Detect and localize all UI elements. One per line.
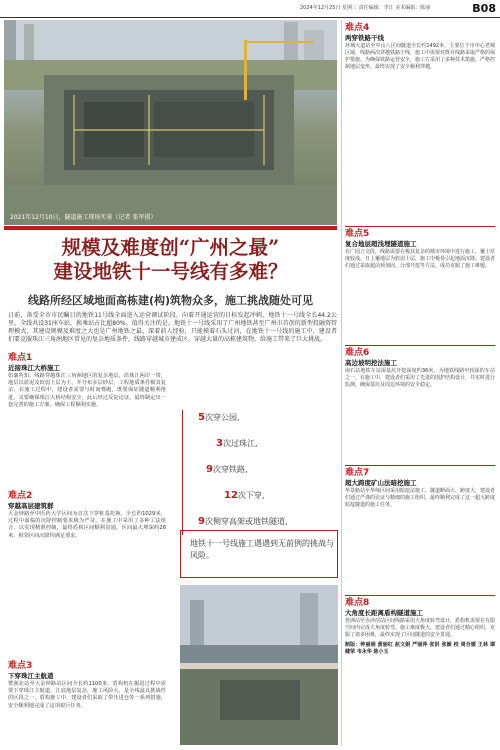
section-1-title: 难点1 [8,353,33,363]
construction-site-image [4,20,337,225]
section-4 [345,22,495,71]
section-2-title: 难点2 [8,491,33,501]
section-2-body: 大金钟路至中医药大学区间为首次下穿桩基托换，全长约1029米，过程中面临的沉降控制要求极为严苛。在施工中采用了多种工法组合，以实现精准控制，最终盾构区间顺利贯通，区间最大埋深约26米，相邻区间沉降均满足要求。 [8,511,166,539]
section-8-title: 难点8 [345,598,370,608]
section-2-subtitle: 穿越高层建筑群 [8,502,54,510]
byline: 制版：钟丽娟 黄丽红 赵文娟 严丽萍 张洪 张颖 校 周合媛 王林 谭健荣 韦永华 陈小玉 [345,642,495,655]
headline-line-2: 建设地铁十一号线有多难？ [53,260,288,283]
right-rule-2 [345,345,495,346]
section-1 [8,352,166,409]
section-7-body: 华景路站至华师区间采用暗挖法施工，隧道断面大、跨度大，建设者们通过严谨的论证与精细的施工组织，最终顺利完成了这一超大跨度暗挖隧道的施工任务。 [345,488,496,508]
right-rule-1 [345,226,495,227]
lead-photo [4,20,337,225]
column-divider [341,20,342,746]
section-8 [345,597,495,656]
page-headline [4,236,337,284]
section-6-title: 难点6 [345,348,370,358]
section-4-body: 环城大道站至中山八区间隧道全长约1492米，主要位于市中心老城区域，线路两次穿越铁路干线，施工中需要对既有线路采取严格的保护措施。为确保铁路运营安全，施工方采用了多种技术措施，严格控制地层变形，最终实现了安全顺利穿越。 [345,43,496,70]
section-6-body: 南石站地铁车站深基坑开挖深度约36米，为地铁线路中较深的车站之一。在施工中，建设者们采用了先进的围护结构设计，并实时进行监测，确保基坑及周边环境的安全稳定。 [345,368,496,388]
section-7-subtitle: 超大跨度矿山法暗挖施工 [345,479,417,487]
section-7 [345,467,495,509]
section-8-body: 琶洲站至赤沙滘站区间线路采用大角度转弯设计，盾构机需要在有限空间内完成大角度转弯，施工难度极大。建设者们通过精心组织，克服了诸多困难，最终实现了区间隧道的安全贯通。 [345,618,496,638]
section-8-subtitle: 大角度长距离盾构隧道施工 [345,609,423,617]
page-number: B08 [472,2,496,15]
stat-undercross: 12次下穿, [224,490,265,501]
photo-caption: 2021年12月10日，隧道施工现场实景（记者 张军摄） [10,214,157,221]
section-5-body: 在广园立交段，线路需要在极其复杂的城市环境中进行施工，覆土厚度较浅，且上覆地层为软弱土层，施工中极易引起地面沉降。建设者们通过采取超前预加固、分部开挖等方法，成功克服了施工难题。 [345,249,496,269]
callout-rule [182,410,183,535]
masthead [0,0,500,18]
stat-sidecross: 9次侧穿高架或地铁隧道, [198,516,288,527]
section-4-subtitle: 两穿铁路干线 [345,34,384,42]
section-1-body: 如襄所知，线路穿越珠江三角洲地区的复杂地层，沿珠江两岸一带，地层以淤泥及软弱土层为主，并分布多层砂层，工程地质条件极其复杂。在施工过程中，建设者需要与时间赛跑，既要保证隧道顺利推进，又要确保珠江大桥结构安全，此后经过反复论证，最终制定出一套完善的施工方案，确保工程顺利实施。 [8,373,166,408]
section-1-subtitle: 近接珠江大桥施工 [8,364,60,372]
subheadline: 线路所经区域地面高栋建(构)筑物众多，施工挑战随处可见 [27,294,314,307]
right-rule-3 [345,465,495,466]
right-rule-4 [345,595,495,596]
section-5 [345,228,495,270]
section-4-title: 难点4 [345,23,370,33]
intro-paragraph: 日前，备受全市市民瞩目的地铁11号线全面进入运营调试阶段，向着开通运营的目标发起冲刺。地铁十一号线全长44.2公里，全线共设31座车站，换乘站占比超80%。值得关注的是，地铁十一号线采用了广州地铁甚至广州市首创的新型投融资管理模式，其建设规模及难度之大也是广州地铁之最，深着前人经验，只能摸着石头过河，在地铁十一号线的施工中，建设者们要克服珠江三角洲地区常见的复杂地质条件，线路穿越城市建成区，穿越大量的高栋建筑物，给施工带来了巨大挑战。 [8,312,337,343]
section-3-subtitle: 下穿珠江主航道 [8,672,54,680]
section-3 [8,660,166,710]
section-6 [345,347,495,389]
headline-line-1: 规模及难度创“广州之最” [61,236,280,259]
stat-parks: 5次穿公园, [198,412,240,423]
section-7-title: 难点7 [345,468,370,478]
section-2 [8,490,166,540]
stat-railway: 9次穿铁路, [206,464,248,475]
stat-river: 3次过珠江, [216,438,258,449]
section-5-subtitle: 复合地层超浅埋隧道施工 [345,240,417,248]
river-bridge-image [180,585,338,745]
accent-bar [4,226,337,230]
section-3-body: 赞洲北站至大金钟路站区间全长约1100米，盾构机在掘进过程中需要下穿珠江主航道，江底地层复杂，施工风险大，是全线最具挑战性的区段之一。盾构施工中，建设者们采取了带压进仓等一系列措施，安全顺利地完成了这项艰巨任务。 [8,681,166,709]
callout-summary: 地铁十一号线施工遇遇到无前例的挑战与风险。 [190,539,334,560]
section-6-subtitle: 高边坡明挖法施工 [345,359,397,367]
section-5-title: 难点5 [345,229,370,239]
issue-date: 2024年12月25日 星期三 责任编辑：李江 美术编辑：陈丽 [300,5,431,11]
section-3-title: 难点3 [8,661,33,671]
bridge-photo [180,585,338,745]
